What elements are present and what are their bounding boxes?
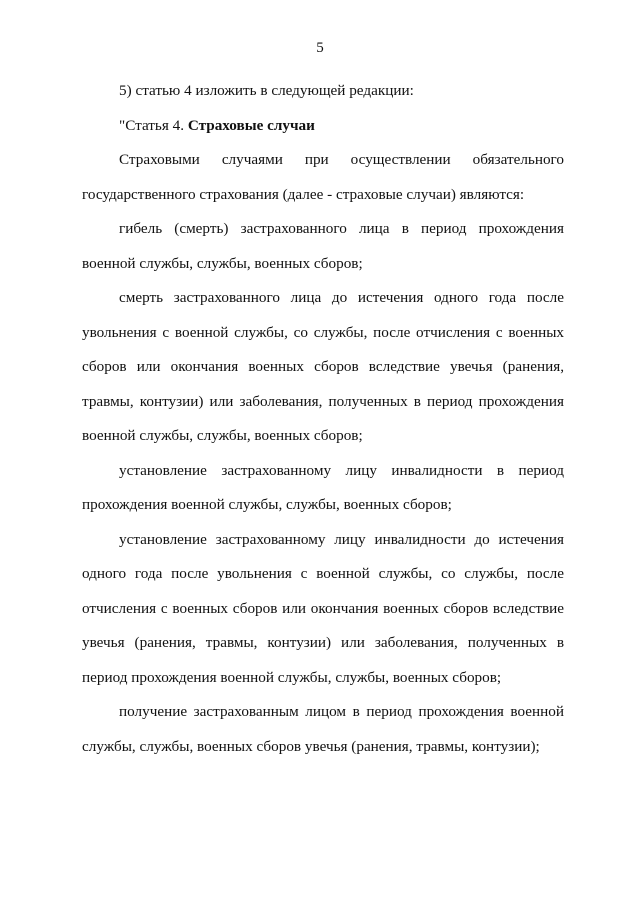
amendment-intro: 5) статью 4 изложить в следующей редакции: (119, 82, 414, 99)
article-prefix: "Статья 4. (119, 116, 185, 134)
paragraph-disability-in-service: установление застрахованному лицу инвалидности в период прохождения военной службы, службы, военных сборов; (82, 461, 564, 513)
paragraph-insured-events-intro: Страховыми случаями при осуществлении обязательного государственного страхования (далее - страховые случаи) являются: (82, 151, 564, 203)
article-heading (82, 109, 564, 144)
page-number: 5 (316, 40, 324, 56)
paragraph-injury-in-service: получение застрахованным лицом в период прохождения военной службы, службы, военных сборов увечья (ранения, травмы, контузии); (82, 703, 564, 755)
article-title: Страховые случаи (187, 116, 315, 134)
paragraph-death-in-service: гибель (смерть) застрахованного лица в период прохождения военной службы, службы, военных сборов; (82, 220, 564, 272)
paragraph-death-after-discharge: смерть застрахованного лица до истечения одного года после увольнения с военной службы, со службы, после отчисления с военных сборов или окончания военных сборов вследствие увечья (ранения, травмы, контузии) или заболевания, полученных в период прохождения военной службы, службы, военных сборов; (82, 289, 564, 444)
document-body (82, 74, 564, 764)
paragraph-disability-after-discharge: установление застрахованному лицу инвалидности до истечения одного года после увольнения с военной службы, со службы, после отчисления с военных сборов или окончания военных сборов вследствие увечья (ранения, травмы, контузии) или заболевания, полученных в период прохождения военной службы, службы, военных сборов; (82, 530, 564, 686)
